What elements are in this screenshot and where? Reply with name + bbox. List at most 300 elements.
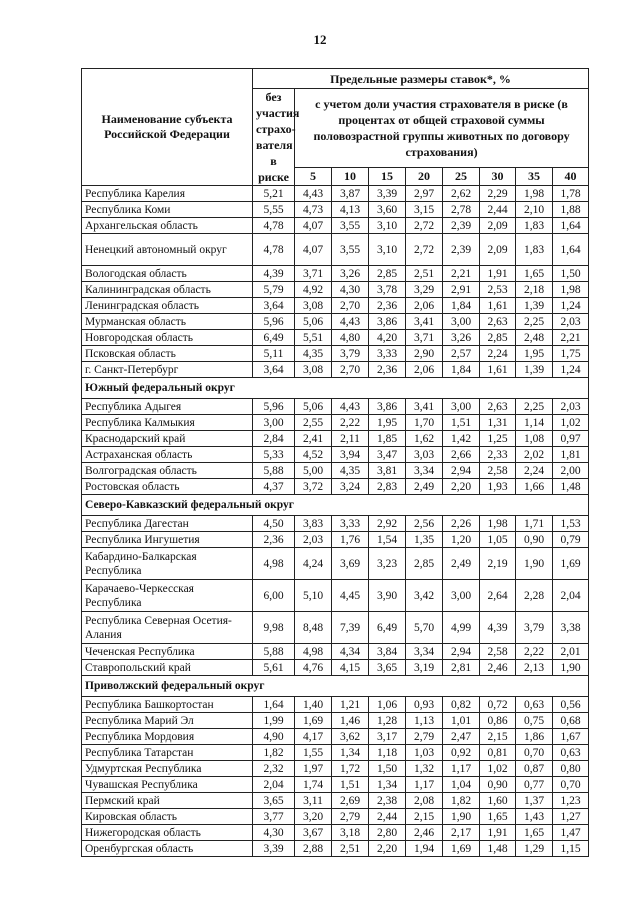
without-participation-header: без участия страхо-вателя в риске — [253, 89, 295, 186]
subject-name: Ставропольский край — [82, 660, 253, 676]
rate-with-participation: 0,86 — [480, 713, 516, 729]
table-body — [82, 186, 589, 857]
table-row — [82, 532, 589, 548]
page-number: 12 — [313, 32, 327, 47]
rate-with-participation: 3,29 — [406, 282, 443, 298]
share-percent-cell: 30 — [480, 167, 516, 185]
subject-name: Ненецкий автономный округ — [82, 234, 253, 266]
share-percent-cell: 35 — [516, 167, 553, 185]
rate-with-participation: 2,79 — [406, 729, 443, 745]
share-percent-cell: 25 — [443, 167, 480, 185]
rate-with-participation: 3,39 — [369, 186, 406, 202]
rate-with-participation: 2,11 — [332, 431, 369, 447]
rate-with-participation: 1,65 — [516, 266, 553, 282]
rate-with-participation: 1,08 — [516, 431, 553, 447]
table-row — [82, 713, 589, 729]
rate-with-participation: 1,64 — [553, 218, 589, 234]
rate-with-participation: 1,64 — [553, 234, 589, 266]
rate-with-participation: 2,36 — [369, 362, 406, 378]
rate-with-participation: 1,90 — [516, 548, 553, 580]
rate-with-participation: 3,18 — [332, 825, 369, 841]
rate-with-participation: 2,06 — [406, 298, 443, 314]
rate-with-participation: 1,05 — [480, 532, 516, 548]
rate-with-participation: 1,97 — [295, 761, 332, 777]
rate-with-participation: 1,46 — [332, 713, 369, 729]
rate-with-participation: 0,93 — [406, 697, 443, 713]
rate-with-participation: 2,01 — [553, 644, 589, 660]
rate-with-participation: 1,23 — [553, 793, 589, 809]
table-row — [82, 415, 589, 431]
rate-with-participation: 3,90 — [369, 580, 406, 612]
rate-with-participation: 3,23 — [369, 548, 406, 580]
rate-without-participation: 5,21 — [253, 186, 295, 202]
subject-name: Чеченская Республика — [82, 644, 253, 660]
rate-with-participation: 5,10 — [295, 580, 332, 612]
rate-with-participation: 4,13 — [332, 202, 369, 218]
subject-name: Волгоградская область — [82, 463, 253, 479]
rate-without-participation: 5,88 — [253, 644, 295, 660]
rate-with-participation: 3,72 — [295, 479, 332, 495]
rate-with-participation: 1,82 — [443, 793, 480, 809]
rate-with-participation: 1,32 — [406, 761, 443, 777]
rate-with-participation: 4,52 — [295, 447, 332, 463]
rate-with-participation: 1,84 — [443, 298, 480, 314]
rate-with-participation: 1,94 — [406, 841, 443, 857]
rate-with-participation: 3,71 — [406, 330, 443, 346]
rate-without-participation: 4,90 — [253, 729, 295, 745]
rate-without-participation: 1,64 — [253, 697, 295, 713]
rate-with-participation: 1,83 — [516, 218, 553, 234]
rate-with-participation: 4,39 — [480, 612, 516, 644]
rate-with-participation: 4,43 — [332, 399, 369, 415]
rate-with-participation: 2,09 — [480, 234, 516, 266]
rate-with-participation: 1,31 — [480, 415, 516, 431]
rate-with-participation: 2,28 — [516, 580, 553, 612]
rate-with-participation: 0,72 — [480, 697, 516, 713]
rate-with-participation: 3,69 — [332, 548, 369, 580]
rate-without-participation: 4,50 — [253, 516, 295, 532]
rate-with-participation: 2,21 — [553, 330, 589, 346]
rate-with-participation: 0,79 — [553, 532, 589, 548]
rate-with-participation: 2,39 — [443, 234, 480, 266]
subject-name: Республика Северная Осетия-Алания — [82, 612, 253, 644]
rate-with-participation: 2,92 — [369, 516, 406, 532]
rate-with-participation: 0,70 — [553, 777, 589, 793]
rate-with-participation: 2,39 — [443, 218, 480, 234]
rate-with-participation: 0,56 — [553, 697, 589, 713]
rate-with-participation: 1,51 — [443, 415, 480, 431]
rate-with-participation: 3,10 — [369, 234, 406, 266]
rate-with-participation: 0,82 — [443, 697, 480, 713]
rate-with-participation: 2,36 — [369, 298, 406, 314]
rate-with-participation: 1,98 — [553, 282, 589, 298]
rate-with-participation: 4,76 — [295, 660, 332, 676]
rate-with-participation: 1,54 — [369, 532, 406, 548]
rate-with-participation: 3,79 — [332, 346, 369, 362]
rate-with-participation: 1,06 — [369, 697, 406, 713]
rate-with-participation: 2,44 — [480, 202, 516, 218]
rate-with-participation: 7,39 — [332, 612, 369, 644]
subject-name: Республика Коми — [82, 202, 253, 218]
rate-with-participation: 4,30 — [332, 282, 369, 298]
rate-with-participation: 1,42 — [443, 431, 480, 447]
rate-with-participation: 1,34 — [369, 777, 406, 793]
rate-with-participation: 2,91 — [443, 282, 480, 298]
rate-with-participation: 1,93 — [480, 479, 516, 495]
rate-with-participation: 3,62 — [332, 729, 369, 745]
rate-without-participation: 5,96 — [253, 399, 295, 415]
rate-with-participation: 2,49 — [406, 479, 443, 495]
subject-name: Краснодарский край — [82, 431, 253, 447]
rate-with-participation: 1,72 — [332, 761, 369, 777]
rate-with-participation: 2,51 — [332, 841, 369, 857]
subject-name: Республика Дагестан — [82, 516, 253, 532]
rate-without-participation: 4,98 — [253, 548, 295, 580]
table-row — [82, 516, 589, 532]
rate-with-participation: 3,79 — [516, 612, 553, 644]
rate-with-participation: 3,11 — [295, 793, 332, 809]
rate-with-participation: 4,99 — [443, 612, 480, 644]
rate-with-participation: 2,62 — [443, 186, 480, 202]
subject-name: Республика Карелия — [82, 186, 253, 202]
rate-with-participation: 4,35 — [332, 463, 369, 479]
rate-with-participation: 2,63 — [480, 399, 516, 415]
table-row — [82, 266, 589, 282]
rate-with-participation: 1,76 — [332, 532, 369, 548]
rate-without-participation: 5,11 — [253, 346, 295, 362]
rate-with-participation: 0,75 — [516, 713, 553, 729]
rate-with-participation: 2,79 — [332, 809, 369, 825]
rate-with-participation: 2,03 — [553, 314, 589, 330]
table-row — [82, 697, 589, 713]
rate-with-participation: 3,33 — [332, 516, 369, 532]
rate-without-participation: 2,04 — [253, 777, 295, 793]
rate-with-participation: 3,17 — [369, 729, 406, 745]
rate-with-participation: 0,97 — [553, 431, 589, 447]
rate-with-participation: 1,90 — [553, 660, 589, 676]
rate-with-participation: 1,28 — [369, 713, 406, 729]
rate-with-participation: 4,34 — [332, 644, 369, 660]
rate-with-participation: 1,25 — [480, 431, 516, 447]
rate-without-participation: 3,00 — [253, 415, 295, 431]
rate-with-participation: 2,13 — [516, 660, 553, 676]
rate-with-participation: 1,78 — [553, 186, 589, 202]
rate-with-participation: 2,94 — [443, 644, 480, 660]
rate-with-participation: 3,87 — [332, 186, 369, 202]
table-row — [82, 463, 589, 479]
max-rates-header: Предельные размеры ставок*, % — [253, 69, 589, 89]
table-row — [82, 777, 589, 793]
rate-with-participation: 5,70 — [406, 612, 443, 644]
table-row — [82, 314, 589, 330]
rate-with-participation: 1,61 — [480, 362, 516, 378]
table-row — [82, 644, 589, 660]
rate-with-participation: 2,22 — [332, 415, 369, 431]
rate-with-participation: 1,03 — [406, 745, 443, 761]
rate-without-participation: 2,32 — [253, 761, 295, 777]
rate-with-participation: 3,83 — [295, 516, 332, 532]
rate-with-participation: 1,91 — [480, 825, 516, 841]
region-name: Приволжский федеральный округ — [82, 676, 589, 697]
rate-without-participation: 2,36 — [253, 532, 295, 548]
rate-with-participation: 1,74 — [295, 777, 332, 793]
rate-with-participation: 1,62 — [406, 431, 443, 447]
rate-with-participation: 0,63 — [516, 697, 553, 713]
rate-with-participation: 5,51 — [295, 330, 332, 346]
rate-with-participation: 2,02 — [516, 447, 553, 463]
table-row — [82, 745, 589, 761]
rate-with-participation: 1,66 — [516, 479, 553, 495]
rate-with-participation: 4,73 — [295, 202, 332, 218]
rate-with-participation: 2,78 — [443, 202, 480, 218]
subject-name: Ростовская область — [82, 479, 253, 495]
rate-with-participation: 2,03 — [553, 399, 589, 415]
subject-name: Республика Марий Эл — [82, 713, 253, 729]
rate-with-participation: 3,86 — [369, 399, 406, 415]
rate-with-participation: 2,48 — [516, 330, 553, 346]
table-row — [82, 234, 589, 266]
table-row — [82, 298, 589, 314]
rate-with-participation: 2,49 — [443, 548, 480, 580]
rate-with-participation: 1,21 — [332, 697, 369, 713]
region-name: Северо-Кавказский федеральный округ — [82, 495, 589, 516]
rate-with-participation: 0,81 — [480, 745, 516, 761]
rate-with-participation: 4,15 — [332, 660, 369, 676]
table-row — [82, 186, 589, 202]
rate-with-participation: 3,08 — [295, 362, 332, 378]
rate-without-participation: 4,30 — [253, 825, 295, 841]
table-row — [82, 330, 589, 346]
table-row — [82, 793, 589, 809]
rate-with-participation: 2,41 — [295, 431, 332, 447]
rate-with-participation: 2,06 — [406, 362, 443, 378]
rate-with-participation: 1,40 — [295, 697, 332, 713]
rate-with-participation: 3,26 — [332, 266, 369, 282]
subject-name: Республика Адыгея — [82, 399, 253, 415]
rate-with-participation: 2,63 — [480, 314, 516, 330]
rate-with-participation: 4,35 — [295, 346, 332, 362]
rate-with-participation: 2,38 — [369, 793, 406, 809]
rate-with-participation: 0,90 — [480, 777, 516, 793]
subject-name: Республика Мордовия — [82, 729, 253, 745]
rate-with-participation: 1,69 — [295, 713, 332, 729]
share-percent-cell: 5 — [295, 167, 332, 185]
rate-with-participation: 2,85 — [369, 266, 406, 282]
rate-with-participation: 1,91 — [480, 266, 516, 282]
table-row — [82, 612, 589, 644]
rate-with-participation: 1,83 — [516, 234, 553, 266]
rate-with-participation: 2,24 — [516, 463, 553, 479]
rate-with-participation: 0,87 — [516, 761, 553, 777]
rate-with-participation: 1,29 — [516, 841, 553, 857]
rate-with-participation: 2,57 — [443, 346, 480, 362]
share-percent-cell: 20 — [406, 167, 443, 185]
rate-with-participation: 2,56 — [406, 516, 443, 532]
rate-with-participation: 2,64 — [480, 580, 516, 612]
rate-with-participation: 2,55 — [295, 415, 332, 431]
rate-with-participation: 3,20 — [295, 809, 332, 825]
rate-with-participation: 3,47 — [369, 447, 406, 463]
rate-with-participation: 0,77 — [516, 777, 553, 793]
rate-with-participation: 3,94 — [332, 447, 369, 463]
table-row — [82, 218, 589, 234]
subject-name: Республика Ингушетия — [82, 532, 253, 548]
rate-with-participation: 3,81 — [369, 463, 406, 479]
subject-name: Пермский край — [82, 793, 253, 809]
rate-with-participation: 1,53 — [553, 516, 589, 532]
rate-with-participation: 1,75 — [553, 346, 589, 362]
rate-without-participation: 3,39 — [253, 841, 295, 857]
rate-with-participation: 6,49 — [369, 612, 406, 644]
rate-with-participation: 1,43 — [516, 809, 553, 825]
rate-with-participation: 2,80 — [369, 825, 406, 841]
rate-with-participation: 2,88 — [295, 841, 332, 857]
table-row — [82, 761, 589, 777]
rate-without-participation: 5,79 — [253, 282, 295, 298]
subject-name: Чувашская Республика — [82, 777, 253, 793]
rate-without-participation: 3,64 — [253, 362, 295, 378]
subject-name: Кировская область — [82, 809, 253, 825]
rate-with-participation: 1,85 — [369, 431, 406, 447]
rate-with-participation: 4,45 — [332, 580, 369, 612]
share-percent-cell: 10 — [332, 167, 369, 185]
table-row — [82, 548, 589, 580]
rate-with-participation: 1,14 — [516, 415, 553, 431]
rate-with-participation: 4,07 — [295, 218, 332, 234]
rate-with-participation: 2,58 — [480, 644, 516, 660]
rate-with-participation: 3,26 — [443, 330, 480, 346]
rate-without-participation: 6,00 — [253, 580, 295, 612]
rate-with-participation: 2,83 — [369, 479, 406, 495]
rate-with-participation: 3,41 — [406, 399, 443, 415]
table-row — [82, 431, 589, 447]
rate-with-participation: 3,84 — [369, 644, 406, 660]
rate-without-participation: 4,37 — [253, 479, 295, 495]
subject-name: Республика Башкортостан — [82, 697, 253, 713]
subject-name: Кабардино-Балкарская Республика — [82, 548, 253, 580]
rate-with-participation: 2,20 — [369, 841, 406, 857]
rate-with-participation: 1,39 — [516, 362, 553, 378]
rate-with-participation: 1,55 — [295, 745, 332, 761]
rate-with-participation: 3,65 — [369, 660, 406, 676]
rate-with-participation: 1,71 — [516, 516, 553, 532]
rate-with-participation: 1,37 — [516, 793, 553, 809]
rate-without-participation: 5,55 — [253, 202, 295, 218]
rate-with-participation: 1,02 — [553, 415, 589, 431]
rate-with-participation: 3,33 — [369, 346, 406, 362]
rate-without-participation: 6,49 — [253, 330, 295, 346]
table-row — [82, 479, 589, 495]
rate-with-participation: 4,98 — [295, 644, 332, 660]
rate-with-participation: 1,27 — [553, 809, 589, 825]
rate-with-participation: 2,15 — [406, 809, 443, 825]
rate-with-participation: 3,86 — [369, 314, 406, 330]
table-row — [82, 841, 589, 857]
rate-with-participation: 2,29 — [480, 186, 516, 202]
table-header — [82, 69, 589, 186]
rate-with-participation: 2,85 — [406, 548, 443, 580]
region-header-row — [82, 676, 589, 697]
table-row — [82, 362, 589, 378]
rate-with-participation: 2,15 — [480, 729, 516, 745]
rate-with-participation: 8,48 — [295, 612, 332, 644]
subject-name: Нижегородская область — [82, 825, 253, 841]
rate-with-participation: 1,50 — [553, 266, 589, 282]
rate-with-participation: 4,43 — [295, 186, 332, 202]
rate-without-participation: 5,33 — [253, 447, 295, 463]
rate-with-participation: 4,20 — [369, 330, 406, 346]
rate-with-participation: 2,03 — [295, 532, 332, 548]
rate-with-participation: 2,70 — [332, 362, 369, 378]
rate-with-participation: 2,18 — [516, 282, 553, 298]
rate-with-participation: 2,53 — [480, 282, 516, 298]
rate-with-participation: 3,67 — [295, 825, 332, 841]
rate-with-participation: 2,69 — [332, 793, 369, 809]
rate-with-participation: 2,46 — [406, 825, 443, 841]
rate-with-participation: 2,46 — [480, 660, 516, 676]
rate-with-participation: 3,55 — [332, 218, 369, 234]
rate-with-participation: 1,02 — [480, 761, 516, 777]
table-row — [82, 729, 589, 745]
rate-with-participation: 3,00 — [443, 399, 480, 415]
rate-with-participation: 0,63 — [553, 745, 589, 761]
rate-with-participation: 1,65 — [480, 809, 516, 825]
rate-with-participation: 5,06 — [295, 399, 332, 415]
subject-name: Архангельская область — [82, 218, 253, 234]
subject-name: Псковская область — [82, 346, 253, 362]
rate-with-participation: 0,90 — [516, 532, 553, 548]
rate-with-participation: 3,42 — [406, 580, 443, 612]
rate-with-participation: 2,25 — [516, 399, 553, 415]
rate-without-participation: 4,78 — [253, 234, 295, 266]
rate-with-participation: 3,41 — [406, 314, 443, 330]
rate-with-participation: 0,68 — [553, 713, 589, 729]
rate-with-participation: 1,17 — [443, 761, 480, 777]
table-row — [82, 809, 589, 825]
rate-with-participation: 1,65 — [516, 825, 553, 841]
rate-without-participation: 4,39 — [253, 266, 295, 282]
rate-with-participation: 5,06 — [295, 314, 332, 330]
rate-with-participation: 2,21 — [443, 266, 480, 282]
subject-name: Ленинградская область — [82, 298, 253, 314]
subject-name: Калининградская область — [82, 282, 253, 298]
table-row — [82, 399, 589, 415]
rate-with-participation: 2,72 — [406, 218, 443, 234]
rate-with-participation: 1,20 — [443, 532, 480, 548]
rate-with-participation: 3,78 — [369, 282, 406, 298]
rate-with-participation: 1,70 — [406, 415, 443, 431]
rate-without-participation: 3,77 — [253, 809, 295, 825]
rate-with-participation: 1,51 — [332, 777, 369, 793]
rate-with-participation: 2,94 — [443, 463, 480, 479]
rate-without-participation: 9,98 — [253, 612, 295, 644]
rate-with-participation: 1,15 — [553, 841, 589, 857]
subject-name: Мурманская область — [82, 314, 253, 330]
rate-without-participation: 5,61 — [253, 660, 295, 676]
rate-without-participation: 5,88 — [253, 463, 295, 479]
rate-with-participation: 1,98 — [516, 186, 553, 202]
rate-with-participation: 1,24 — [553, 362, 589, 378]
table-row — [82, 580, 589, 612]
rate-with-participation: 2,08 — [406, 793, 443, 809]
rate-with-participation: 1,98 — [480, 516, 516, 532]
rate-with-participation: 2,09 — [480, 218, 516, 234]
rate-with-participation: 3,34 — [406, 463, 443, 479]
rate-with-participation: 1,90 — [443, 809, 480, 825]
share-percent-cell: 15 — [369, 167, 406, 185]
rate-with-participation: 3,34 — [406, 644, 443, 660]
rate-with-participation: 3,60 — [369, 202, 406, 218]
